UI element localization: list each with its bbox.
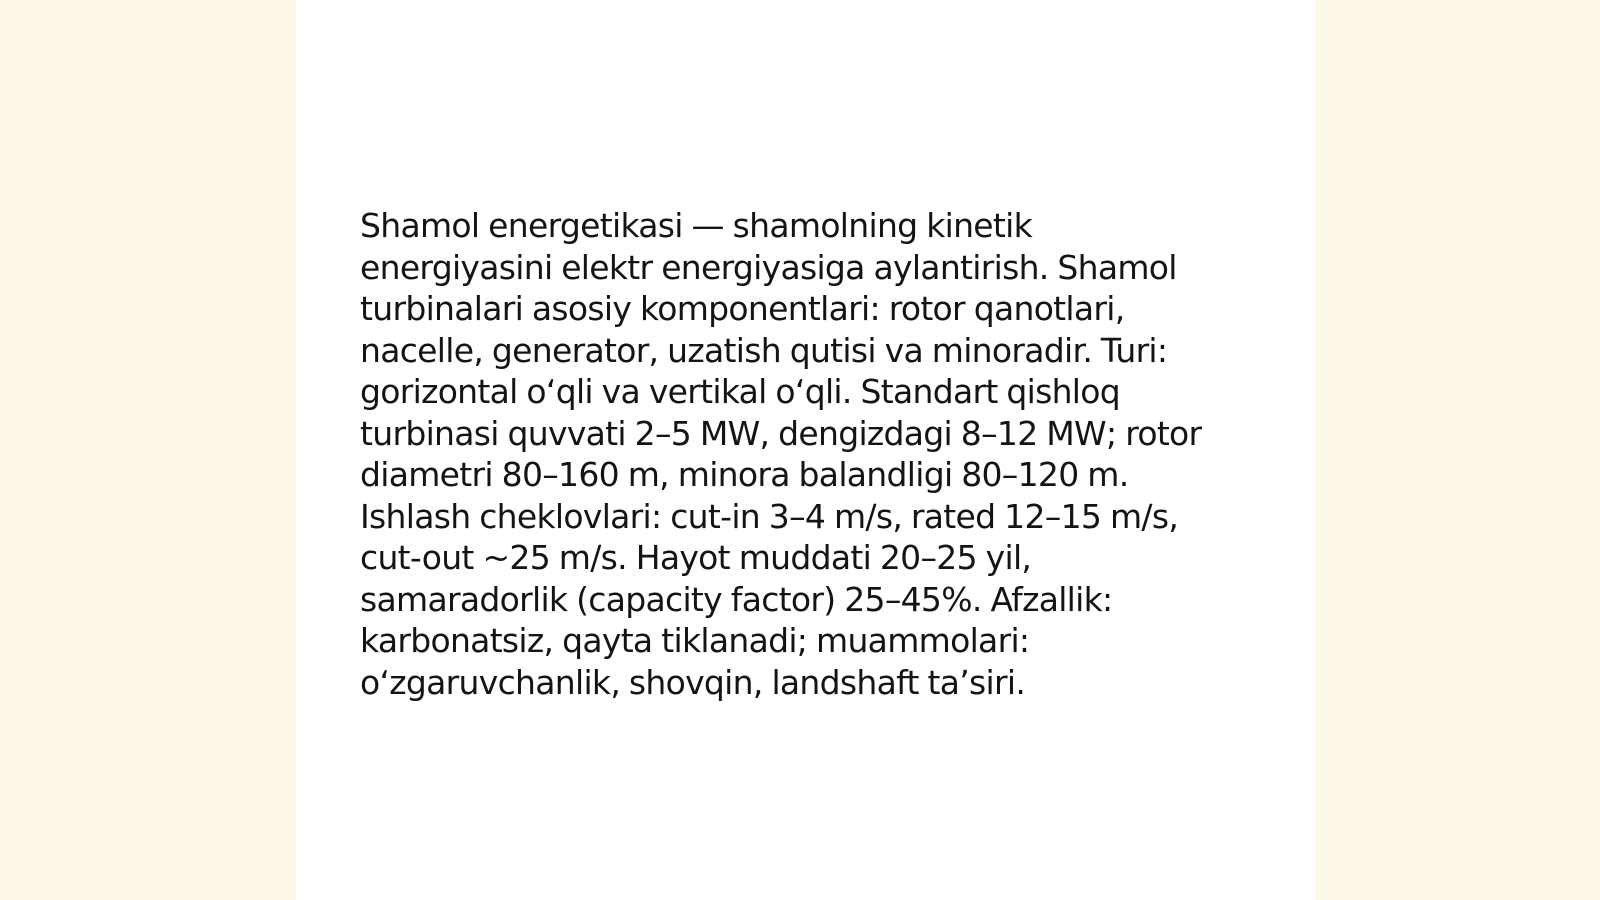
paragraph-line: Ishlash cheklovlari: cut-in 3–4 m/s, rated 12–15 m/s, bbox=[360, 496, 1179, 536]
paragraph-line: turbinalari asosiy komponentlari: rotor qanotlari, bbox=[360, 289, 1125, 328]
paragraph-line: turbinasi quvvati 2–5 MW, dengizdagi 8–12 MW; rotor bbox=[360, 413, 1202, 453]
paragraph-line: energiyasini elektr energiyasiga aylantirish. Shamol bbox=[360, 247, 1177, 287]
paragraph-line: nacelle, generator, uzatish qutisi va minoradir. Turi: bbox=[360, 330, 1168, 370]
paragraph-line: karbonatsiz, qayta tiklanadi; muammolari: bbox=[360, 621, 1030, 660]
paragraph-line: oʻzgaruvchanlik, shovqin, landshaft taʼsiri. bbox=[360, 662, 1026, 702]
body-paragraph bbox=[360, 205, 1260, 703]
paragraph-line: samaradorlik (capacity factor) 25–45%. Afzallik: bbox=[360, 579, 1113, 619]
paragraph-line: diametri 80–160 m, minora balandligi 80–120 m. bbox=[360, 455, 1129, 494]
paragraph-line: cut-out ~25 m/s. Hayot muddati 20–25 yil, bbox=[360, 538, 1032, 577]
paragraph-line: gorizontal oʻqli va vertikal oʻqli. Standart qishloq bbox=[360, 372, 1120, 411]
paragraph-line: Shamol energetikasi — shamolning kinetik bbox=[360, 206, 1033, 245]
document-page bbox=[296, 0, 1315, 900]
